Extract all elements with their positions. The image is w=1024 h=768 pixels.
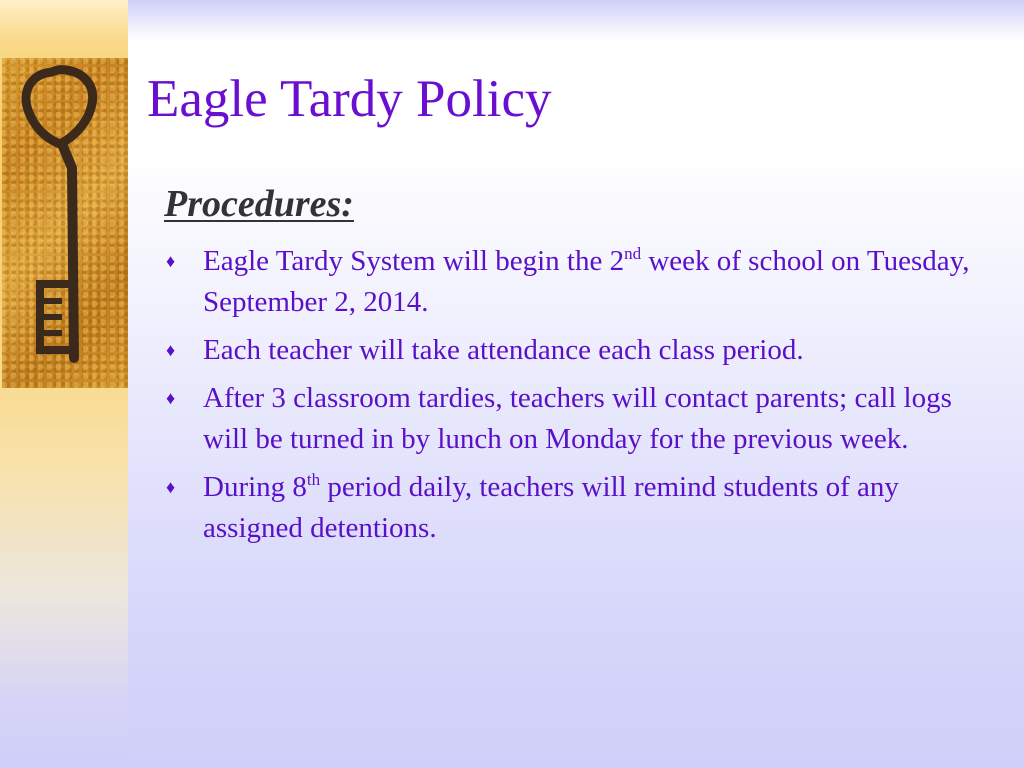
bullet-list (166, 241, 1002, 556)
bullet-item (166, 378, 1002, 460)
bullet-text: During 8 (203, 471, 307, 503)
ordinal-superscript: th (306, 470, 321, 489)
section-heading: Procedures: (164, 183, 354, 225)
diamond-bullet-icon: ♦ (166, 388, 176, 408)
bullet-text: After 3 classroom tardies, teachers will contact parents; call logs will be turned in by lunch on Monday for the previous week. (203, 382, 952, 455)
diamond-bullet-icon: ♦ (166, 340, 176, 360)
diamond-bullet-icon: ♦ (166, 477, 176, 497)
bullet-item (166, 467, 1002, 549)
slide-title: Eagle Tardy Policy (147, 70, 552, 128)
skeleton-key-icon (2, 58, 128, 388)
bullet-text-continued: week of school on Tuesday, September 2, 2014. (203, 245, 970, 318)
diamond-bullet-icon: ♦ (166, 251, 176, 271)
bullet-item (166, 330, 1002, 371)
bullet-text: Each teacher will take attendance each class period. (203, 334, 804, 366)
bullet-text-continued: period daily, teachers will remind students of any assigned detentions. (203, 471, 899, 544)
bullet-item (166, 241, 1002, 323)
bullet-text: Eagle Tardy System will begin the 2 (203, 245, 625, 277)
skeleton-key-photo (2, 58, 128, 388)
ordinal-superscript: nd (624, 244, 642, 263)
